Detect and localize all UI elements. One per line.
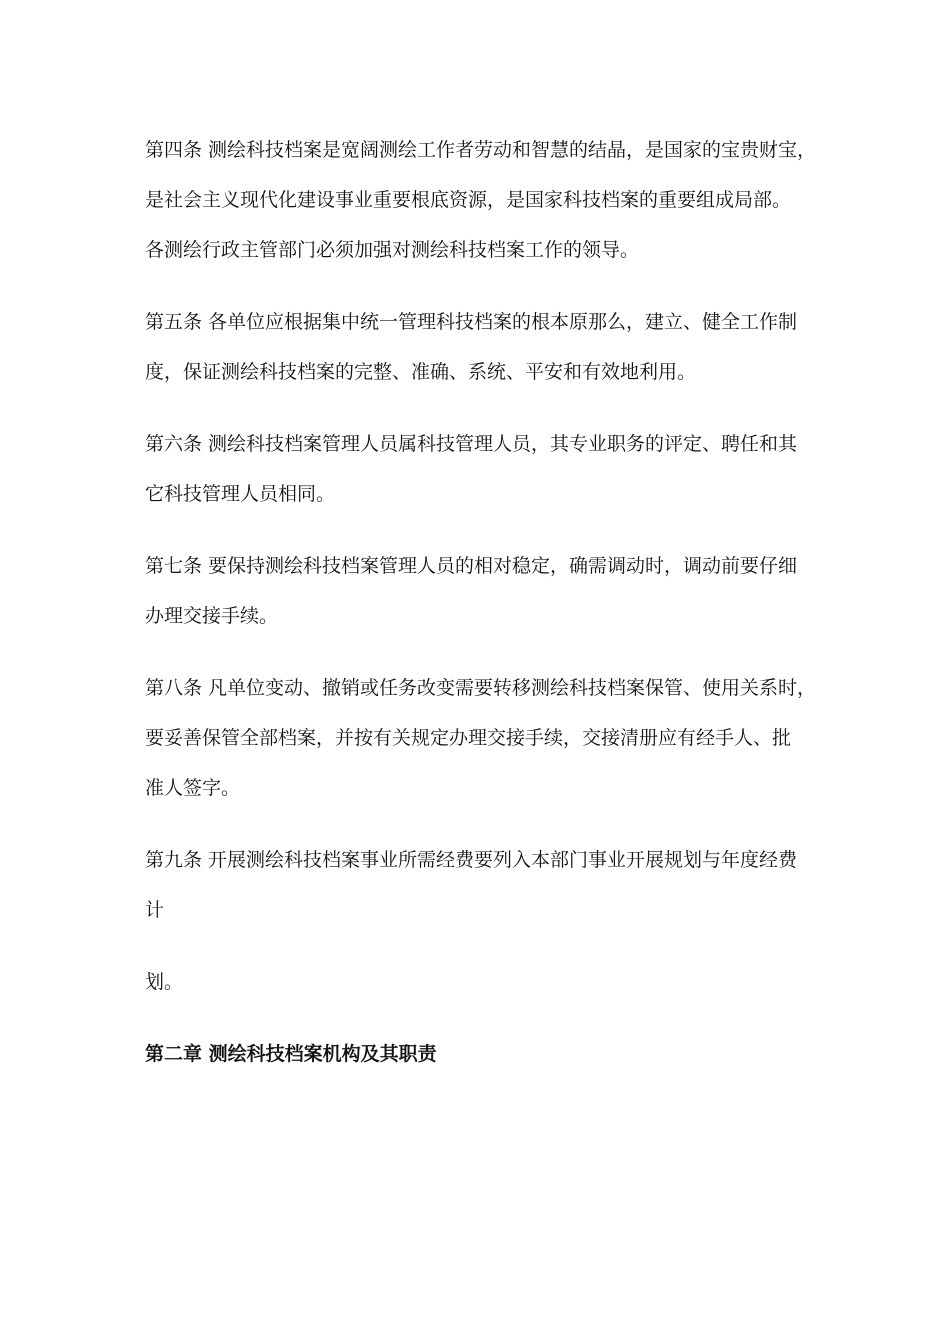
article-4-line-1: 第四条 测绘科技档案是宽阔测绘工作者劳动和智慧的结晶，是国家的宝贵财宝， [145,139,817,161]
article-7-line-1: 第七条 要保持测绘科技档案管理人员的相对稳定，确需调动时，调动前要仔细 [145,555,798,577]
article-5-line-1: 第五条 各单位应根据集中统一管理科技档案的根本原那么，建立、健全工作制 [145,311,798,333]
article-4-line-2: 是社会主义现代化建设事业重要根底资源，是国家科技档案的重要组成局部。 [145,189,792,211]
article-9-line-2: 计 [145,899,165,921]
chapter-heading: 第二章 测绘科技档案机构及其职责 [145,1043,437,1065]
article-5-line-2: 度，保证测绘科技档案的完整、准确、系统、平安和有效地利用。 [145,361,697,383]
article-6-line-2: 它科技管理人员相同。 [145,483,336,505]
article-8-line-1: 第八条 凡单位变动、撤销或任务改变需要转移测绘科技档案保管、使用关系时， [145,677,817,699]
article-8-line-2: 要妥善保管全部档案，并按有关规定办理交接手续，交接清册应有经手人、批 [145,727,792,749]
article-4-line-3: 各测绘行政主管部门必须加强对测绘科技档案工作的领导。 [145,239,640,261]
article-6-line-1: 第六条 测绘科技档案管理人员属科技管理人员，其专业职务的评定、聘任和其 [145,433,798,455]
article-9-line-3: 划。 [145,971,184,993]
article-9-line-1: 第九条 开展测绘科技档案事业所需经费要列入本部门事业开展规划与年度经费 [145,849,798,871]
article-7-line-2: 办理交接手续。 [145,605,279,627]
article-8-line-3: 准人签字。 [145,777,241,799]
